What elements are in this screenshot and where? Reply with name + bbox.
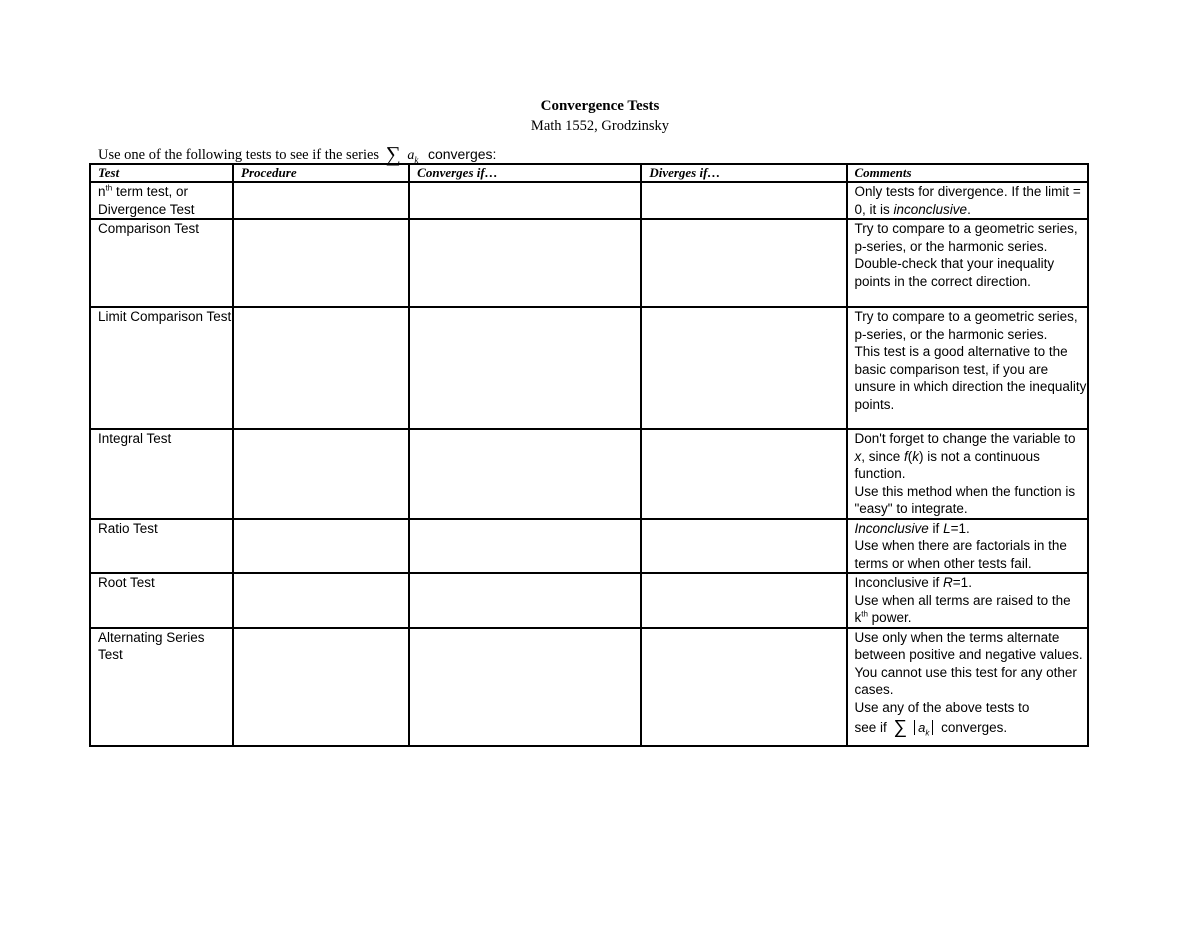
header-diverges: Diverges if… (641, 164, 846, 182)
diverges-cell (641, 219, 846, 307)
diverges-cell (641, 182, 846, 219)
test-name-cell: Comparison Test (90, 219, 233, 307)
converges-cell (409, 628, 641, 746)
series-term: $a_k$ (407, 148, 419, 165)
procedure-cell (233, 573, 409, 628)
test-name-cell: Alternating Series Test (90, 628, 233, 746)
comments-cell: Inconclusive if R=1. Use when all terms are raised to the $k^{th}$ power. (847, 573, 1089, 628)
table-row (90, 573, 1088, 628)
procedure-cell (233, 182, 409, 219)
header-test: Test (90, 164, 233, 182)
header-converges: Converges if… (409, 164, 641, 182)
table-row (90, 519, 1088, 574)
comments-cell: Inconclusive if L=1. Use when there are factorials in the terms or when other tests fail. (847, 519, 1089, 574)
comments-cell: Only tests for divergence. If the limit = 0, it is inconclusive. (847, 182, 1089, 219)
procedure-cell (233, 628, 409, 746)
header-comments: Comments (847, 164, 1089, 182)
convergence-table (89, 163, 1089, 747)
procedure-cell (233, 307, 409, 429)
diverges-cell (641, 429, 846, 519)
converges-cell (409, 519, 641, 574)
table-header-row (90, 164, 1088, 182)
diverges-cell (641, 573, 846, 628)
intro-text: Use one of the following tests to see if the series (98, 147, 380, 163)
document-title: Convergence Tests (540, 98, 660, 114)
comments-cell: Try to compare to a geometric series, p-series, or the harmonic series. Double-check that your inequality points in the correct direction. (847, 219, 1089, 307)
procedure-cell (233, 219, 409, 307)
converges-cell (409, 219, 641, 307)
converges-cell (409, 429, 641, 519)
test-name-cell: Root Test (90, 573, 233, 628)
table-row (90, 307, 1088, 429)
sigma-symbol: ∑ (893, 717, 908, 738)
converges-cell (409, 182, 641, 219)
intro-end: converges: (427, 146, 497, 162)
diverges-cell (641, 307, 846, 429)
test-name-cell: Ratio Test (90, 519, 233, 574)
sigma-symbol: ∑ (385, 142, 401, 166)
test-name-cell: $n^{th}$ term test, or Divergence Test (90, 182, 233, 219)
table-row (90, 219, 1088, 307)
header-procedure: Procedure (233, 164, 409, 182)
intro-line (98, 140, 496, 165)
table-row (90, 429, 1088, 519)
absolute-series-term: $a_k$ (914, 720, 933, 735)
comments-cell: Don't forget to change the variable to x, since f(k) is not a continuous function. Use this method when the function is "easy" to integrate. (847, 429, 1089, 519)
procedure-cell (233, 519, 409, 574)
test-name-cell: Integral Test (90, 429, 233, 519)
table-row (90, 182, 1088, 219)
test-name-cell: Limit Comparison Test (90, 307, 233, 429)
diverges-cell (641, 628, 846, 746)
diverges-cell (641, 519, 846, 574)
comments-cell: Use only when the terms alternate between positive and negative values. You cannot use this test for any other cases. Use any of the above tests to see if ∑ $a_k$ converges. (847, 628, 1089, 746)
converges-cell (409, 307, 641, 429)
table-row (90, 628, 1088, 746)
comments-cell: Try to compare to a geometric series, p-series, or the harmonic series. This test is a good alternative to the basic comparison test, if you are unsure in which direction the inequality points. (847, 307, 1089, 429)
converges-cell (409, 573, 641, 628)
procedure-cell (233, 429, 409, 519)
document-subtitle: Math 1552, Grodzinsky (530, 118, 670, 134)
